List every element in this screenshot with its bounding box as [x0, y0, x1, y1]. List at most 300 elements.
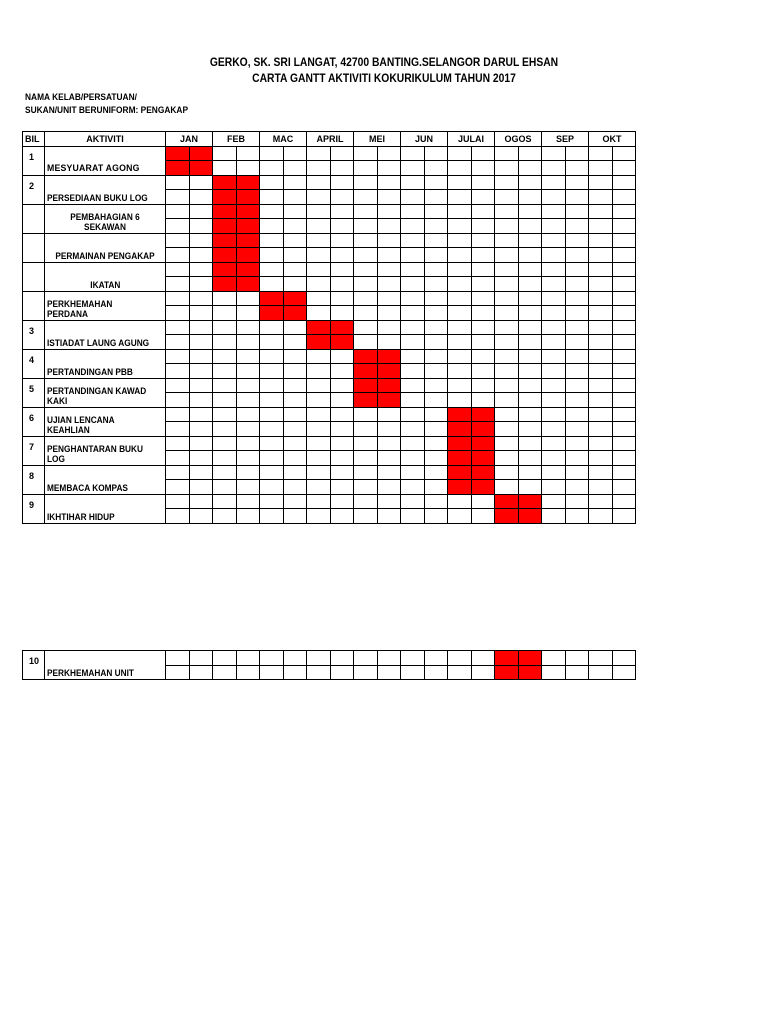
schedule-cell: [166, 465, 190, 480]
schedule-cell: [377, 422, 401, 437]
schedule-cell: [330, 407, 354, 422]
schedule-cell: [377, 451, 401, 466]
activity-name: PENGHANTARAN BUKU LOG: [47, 443, 143, 464]
club-name-label: NAMA KELAB/PERSATUAN/: [25, 92, 137, 103]
schedule-cell: [213, 465, 237, 480]
schedule-cell: [424, 277, 448, 292]
schedule-cell: [166, 378, 190, 393]
schedule-cell-filled: [518, 509, 542, 524]
schedule-cell: [401, 190, 425, 205]
schedule-cell: [542, 175, 566, 190]
activity-cell: [45, 465, 166, 494]
schedule-cell: [377, 306, 401, 321]
schedule-cell: [166, 277, 190, 292]
schedule-cell: [260, 422, 284, 437]
schedule-cell: [495, 146, 519, 161]
schedule-cell: [377, 665, 401, 680]
schedule-cell: [495, 451, 519, 466]
schedule-cell: [213, 349, 237, 364]
schedule-cell: [424, 494, 448, 509]
schedule-cell: [542, 233, 566, 248]
schedule-cell-filled: [236, 175, 260, 190]
gantt-row: [23, 233, 636, 248]
schedule-cell: [401, 233, 425, 248]
schedule-cell-filled: [448, 480, 472, 495]
schedule-cell: [307, 422, 331, 437]
schedule-cell: [354, 219, 378, 234]
schedule-cell: [260, 436, 284, 451]
gantt-row: [23, 204, 636, 219]
schedule-cell-filled: [166, 161, 190, 176]
schedule-cell: [307, 436, 331, 451]
schedule-cell: [589, 306, 613, 321]
schedule-cell: [166, 436, 190, 451]
schedule-cell: [283, 248, 307, 263]
activity-cell: [45, 436, 166, 465]
gantt-row: [23, 378, 636, 393]
schedule-cell: [589, 364, 613, 379]
schedule-cell: [495, 175, 519, 190]
schedule-cell: [189, 451, 213, 466]
schedule-cell: [307, 480, 331, 495]
schedule-cell: [612, 204, 636, 219]
schedule-cell: [166, 262, 190, 277]
schedule-cell-filled: [354, 393, 378, 408]
schedule-cell: [448, 204, 472, 219]
row-number: 3: [23, 320, 45, 349]
schedule-cell: [589, 262, 613, 277]
schedule-cell: [307, 233, 331, 248]
schedule-cell: [236, 291, 260, 306]
schedule-cell: [189, 422, 213, 437]
header-month: MAC: [260, 132, 307, 147]
schedule-cell: [518, 407, 542, 422]
row-number: 4: [23, 349, 45, 378]
schedule-cell: [518, 364, 542, 379]
activity-name: UJIAN LENCANA KEAHLIAN: [47, 414, 115, 435]
schedule-cell: [213, 335, 237, 350]
schedule-cell: [260, 651, 284, 666]
schedule-cell-filled: [495, 665, 519, 680]
schedule-cell: [471, 161, 495, 176]
schedule-cell: [401, 146, 425, 161]
schedule-cell: [260, 161, 284, 176]
schedule-cell: [283, 190, 307, 205]
schedule-cell: [518, 233, 542, 248]
schedule-cell: [448, 349, 472, 364]
schedule-cell: [283, 219, 307, 234]
schedule-cell: [283, 393, 307, 408]
schedule-cell: [354, 320, 378, 335]
schedule-cell-filled: [213, 219, 237, 234]
schedule-cell: [260, 175, 284, 190]
schedule-cell: [542, 480, 566, 495]
schedule-cell: [495, 277, 519, 292]
schedule-cell: [565, 175, 589, 190]
schedule-cell: [471, 175, 495, 190]
schedule-cell: [542, 146, 566, 161]
schedule-cell: [166, 219, 190, 234]
schedule-cell: [260, 219, 284, 234]
schedule-cell: [213, 422, 237, 437]
schedule-cell-filled: [236, 204, 260, 219]
schedule-cell: [424, 161, 448, 176]
schedule-cell: [471, 190, 495, 205]
row-number: [23, 262, 45, 291]
schedule-cell: [260, 665, 284, 680]
schedule-cell: [565, 651, 589, 666]
schedule-cell: [213, 665, 237, 680]
schedule-cell: [612, 480, 636, 495]
schedule-cell: [518, 190, 542, 205]
schedule-cell-filled: [189, 161, 213, 176]
schedule-cell: [354, 451, 378, 466]
schedule-cell: [565, 451, 589, 466]
schedule-cell: [518, 378, 542, 393]
schedule-cell: [401, 465, 425, 480]
schedule-cell: [260, 277, 284, 292]
activity-cell: [45, 378, 166, 407]
activity-cell: [45, 494, 166, 523]
schedule-cell: [283, 665, 307, 680]
schedule-cell: [518, 146, 542, 161]
schedule-cell-filled: [213, 175, 237, 190]
schedule-cell: [283, 407, 307, 422]
schedule-cell: [166, 407, 190, 422]
schedule-cell-filled: [236, 262, 260, 277]
schedule-cell: [283, 465, 307, 480]
schedule-cell: [518, 219, 542, 234]
schedule-cell: [330, 509, 354, 524]
schedule-cell: [260, 320, 284, 335]
header-month: MEI: [354, 132, 401, 147]
header-month: SEP: [542, 132, 589, 147]
schedule-cell: [213, 509, 237, 524]
gantt-row: [23, 465, 636, 480]
schedule-cell: [448, 393, 472, 408]
schedule-cell-filled: [283, 291, 307, 306]
schedule-cell: [542, 378, 566, 393]
schedule-cell: [542, 204, 566, 219]
schedule-cell: [213, 146, 237, 161]
schedule-cell: [589, 175, 613, 190]
schedule-cell: [495, 393, 519, 408]
schedule-cell: [377, 233, 401, 248]
schedule-cell: [166, 190, 190, 205]
schedule-cell-filled: [448, 465, 472, 480]
schedule-cell: [189, 407, 213, 422]
schedule-cell: [424, 306, 448, 321]
schedule-cell: [542, 335, 566, 350]
schedule-cell: [542, 465, 566, 480]
schedule-cell: [518, 175, 542, 190]
gantt-row: [23, 320, 636, 335]
schedule-cell: [542, 651, 566, 666]
schedule-cell: [495, 378, 519, 393]
schedule-cell: [589, 335, 613, 350]
schedule-cell: [565, 335, 589, 350]
activity-cell: [45, 146, 166, 175]
schedule-cell: [213, 451, 237, 466]
schedule-cell: [236, 349, 260, 364]
schedule-cell: [589, 422, 613, 437]
schedule-cell: [377, 262, 401, 277]
schedule-cell: [236, 451, 260, 466]
schedule-cell-filled: [307, 335, 331, 350]
schedule-cell: [518, 277, 542, 292]
schedule-cell: [471, 219, 495, 234]
schedule-cell: [354, 335, 378, 350]
schedule-cell: [260, 248, 284, 263]
schedule-cell: [589, 146, 613, 161]
schedule-cell: [307, 509, 331, 524]
schedule-cell: [471, 509, 495, 524]
schedule-cell: [612, 277, 636, 292]
schedule-cell-filled: [213, 248, 237, 263]
schedule-cell: [307, 494, 331, 509]
schedule-cell: [330, 248, 354, 263]
schedule-cell: [236, 665, 260, 680]
schedule-cell: [495, 320, 519, 335]
schedule-cell: [330, 306, 354, 321]
schedule-cell: [542, 320, 566, 335]
header-month: JUN: [401, 132, 448, 147]
schedule-cell: [518, 480, 542, 495]
schedule-cell: [354, 161, 378, 176]
schedule-cell: [189, 651, 213, 666]
schedule-cell: [283, 262, 307, 277]
activity-cell: [45, 233, 166, 262]
schedule-cell: [471, 248, 495, 263]
schedule-cell: [518, 161, 542, 176]
schedule-cell: [612, 407, 636, 422]
schedule-cell: [283, 422, 307, 437]
schedule-cell-filled: [495, 509, 519, 524]
schedule-cell-filled: [471, 451, 495, 466]
schedule-cell: [283, 233, 307, 248]
schedule-cell: [448, 320, 472, 335]
activity-name: PERTANDINGAN PBB: [47, 366, 133, 377]
activity-name: PERTANDINGAN KAWAD KAKI: [47, 385, 147, 406]
row-number: [23, 204, 45, 233]
schedule-cell: [542, 161, 566, 176]
schedule-cell: [401, 509, 425, 524]
schedule-cell-filled: [495, 494, 519, 509]
row-number: 7: [23, 436, 45, 465]
schedule-cell-filled: [236, 233, 260, 248]
activity-name: MESYUARAT AGONG: [47, 162, 140, 174]
gantt-row: [23, 349, 636, 364]
activity-cell: [45, 291, 166, 320]
schedule-cell: [424, 364, 448, 379]
schedule-cell: [424, 422, 448, 437]
schedule-cell: [612, 494, 636, 509]
schedule-cell: [495, 262, 519, 277]
schedule-cell: [589, 665, 613, 680]
schedule-cell: [260, 190, 284, 205]
schedule-cell: [189, 291, 213, 306]
schedule-cell: [330, 190, 354, 205]
schedule-cell: [448, 219, 472, 234]
schedule-cell: [213, 306, 237, 321]
schedule-cell: [166, 204, 190, 219]
schedule-cell: [612, 393, 636, 408]
title-line-1: GERKO, SK. SRI LANGAT, 42700 BANTING.SELANGOR DARUL EHSAN: [209, 55, 559, 69]
schedule-cell: [377, 494, 401, 509]
schedule-cell: [612, 451, 636, 466]
schedule-cell: [518, 204, 542, 219]
schedule-cell: [189, 349, 213, 364]
schedule-cell: [354, 306, 378, 321]
gantt-row: [23, 436, 636, 451]
schedule-cell: [236, 320, 260, 335]
schedule-cell: [542, 291, 566, 306]
schedule-cell-filled: [377, 393, 401, 408]
schedule-cell: [424, 665, 448, 680]
schedule-cell: [166, 651, 190, 666]
schedule-cell-filled: [213, 262, 237, 277]
schedule-cell: [330, 219, 354, 234]
schedule-cell: [424, 651, 448, 666]
schedule-cell: [189, 665, 213, 680]
schedule-cell-filled: [377, 349, 401, 364]
schedule-cell: [189, 233, 213, 248]
schedule-cell: [213, 320, 237, 335]
schedule-cell: [330, 291, 354, 306]
schedule-cell: [189, 364, 213, 379]
schedule-cell: [189, 494, 213, 509]
schedule-cell-filled: [213, 277, 237, 292]
schedule-cell: [424, 480, 448, 495]
schedule-cell: [166, 233, 190, 248]
schedule-cell: [283, 349, 307, 364]
schedule-cell: [495, 204, 519, 219]
schedule-cell: [236, 146, 260, 161]
schedule-cell: [166, 665, 190, 680]
schedule-cell: [495, 407, 519, 422]
header-month: JULAI: [448, 132, 495, 147]
schedule-cell: [424, 219, 448, 234]
schedule-cell: [354, 248, 378, 263]
schedule-cell: [448, 306, 472, 321]
schedule-cell: [377, 248, 401, 263]
schedule-cell: [330, 233, 354, 248]
schedule-cell: [354, 291, 378, 306]
schedule-cell: [589, 248, 613, 263]
schedule-cell: [283, 320, 307, 335]
schedule-cell: [565, 378, 589, 393]
schedule-cell: [213, 480, 237, 495]
row-number: 10: [23, 651, 45, 680]
schedule-cell: [401, 262, 425, 277]
schedule-cell: [448, 494, 472, 509]
schedule-cell: [518, 436, 542, 451]
schedule-cell: [589, 291, 613, 306]
schedule-cell: [565, 480, 589, 495]
schedule-cell: [542, 277, 566, 292]
schedule-cell: [495, 161, 519, 176]
schedule-cell: [236, 651, 260, 666]
schedule-cell: [260, 262, 284, 277]
activity-name: IKATAN: [89, 279, 121, 290]
schedule-cell: [377, 320, 401, 335]
schedule-cell-filled: [448, 422, 472, 437]
schedule-cell: [448, 651, 472, 666]
schedule-cell: [401, 665, 425, 680]
schedule-cell: [189, 320, 213, 335]
schedule-cell: [471, 204, 495, 219]
row-number: 6: [23, 407, 45, 436]
schedule-cell: [565, 349, 589, 364]
schedule-cell: [354, 146, 378, 161]
schedule-cell-filled: [236, 248, 260, 263]
schedule-cell: [589, 436, 613, 451]
activity-cell: [45, 651, 166, 680]
schedule-cell: [518, 349, 542, 364]
activity-cell: [45, 349, 166, 378]
schedule-cell: [424, 436, 448, 451]
schedule-cell: [612, 262, 636, 277]
schedule-cell: [307, 364, 331, 379]
schedule-cell: [330, 262, 354, 277]
schedule-cell: [424, 262, 448, 277]
schedule-cell-filled: [448, 436, 472, 451]
schedule-cell: [542, 665, 566, 680]
schedule-cell: [495, 219, 519, 234]
schedule-cell: [589, 494, 613, 509]
schedule-cell: [424, 378, 448, 393]
schedule-cell: [471, 349, 495, 364]
schedule-cell: [401, 291, 425, 306]
schedule-cell: [424, 190, 448, 205]
schedule-cell: [354, 436, 378, 451]
schedule-cell: [565, 422, 589, 437]
schedule-cell: [401, 219, 425, 234]
schedule-cell: [424, 248, 448, 263]
schedule-cell: [377, 204, 401, 219]
schedule-cell: [565, 465, 589, 480]
schedule-cell: [589, 407, 613, 422]
schedule-cell: [307, 190, 331, 205]
schedule-cell: [307, 393, 331, 408]
header-aktiviti: AKTIVITI: [45, 132, 166, 147]
schedule-cell: [495, 349, 519, 364]
schedule-cell: [354, 204, 378, 219]
schedule-cell-filled: [354, 349, 378, 364]
schedule-cell: [612, 161, 636, 176]
schedule-cell: [354, 175, 378, 190]
schedule-cell: [260, 393, 284, 408]
schedule-cell: [589, 219, 613, 234]
schedule-cell: [518, 262, 542, 277]
schedule-cell: [330, 349, 354, 364]
schedule-cell: [424, 233, 448, 248]
schedule-cell: [589, 509, 613, 524]
schedule-cell: [565, 407, 589, 422]
schedule-cell-filled: [518, 665, 542, 680]
schedule-cell: [213, 393, 237, 408]
activity-name: ISTIADAT LAUNG AGUNG: [47, 337, 150, 348]
schedule-cell-filled: [377, 378, 401, 393]
schedule-cell: [377, 291, 401, 306]
schedule-cell: [424, 407, 448, 422]
schedule-cell: [471, 494, 495, 509]
schedule-cell: [377, 335, 401, 350]
schedule-cell: [354, 509, 378, 524]
schedule-cell: [354, 494, 378, 509]
schedule-cell-filled: [213, 190, 237, 205]
schedule-cell: [612, 146, 636, 161]
